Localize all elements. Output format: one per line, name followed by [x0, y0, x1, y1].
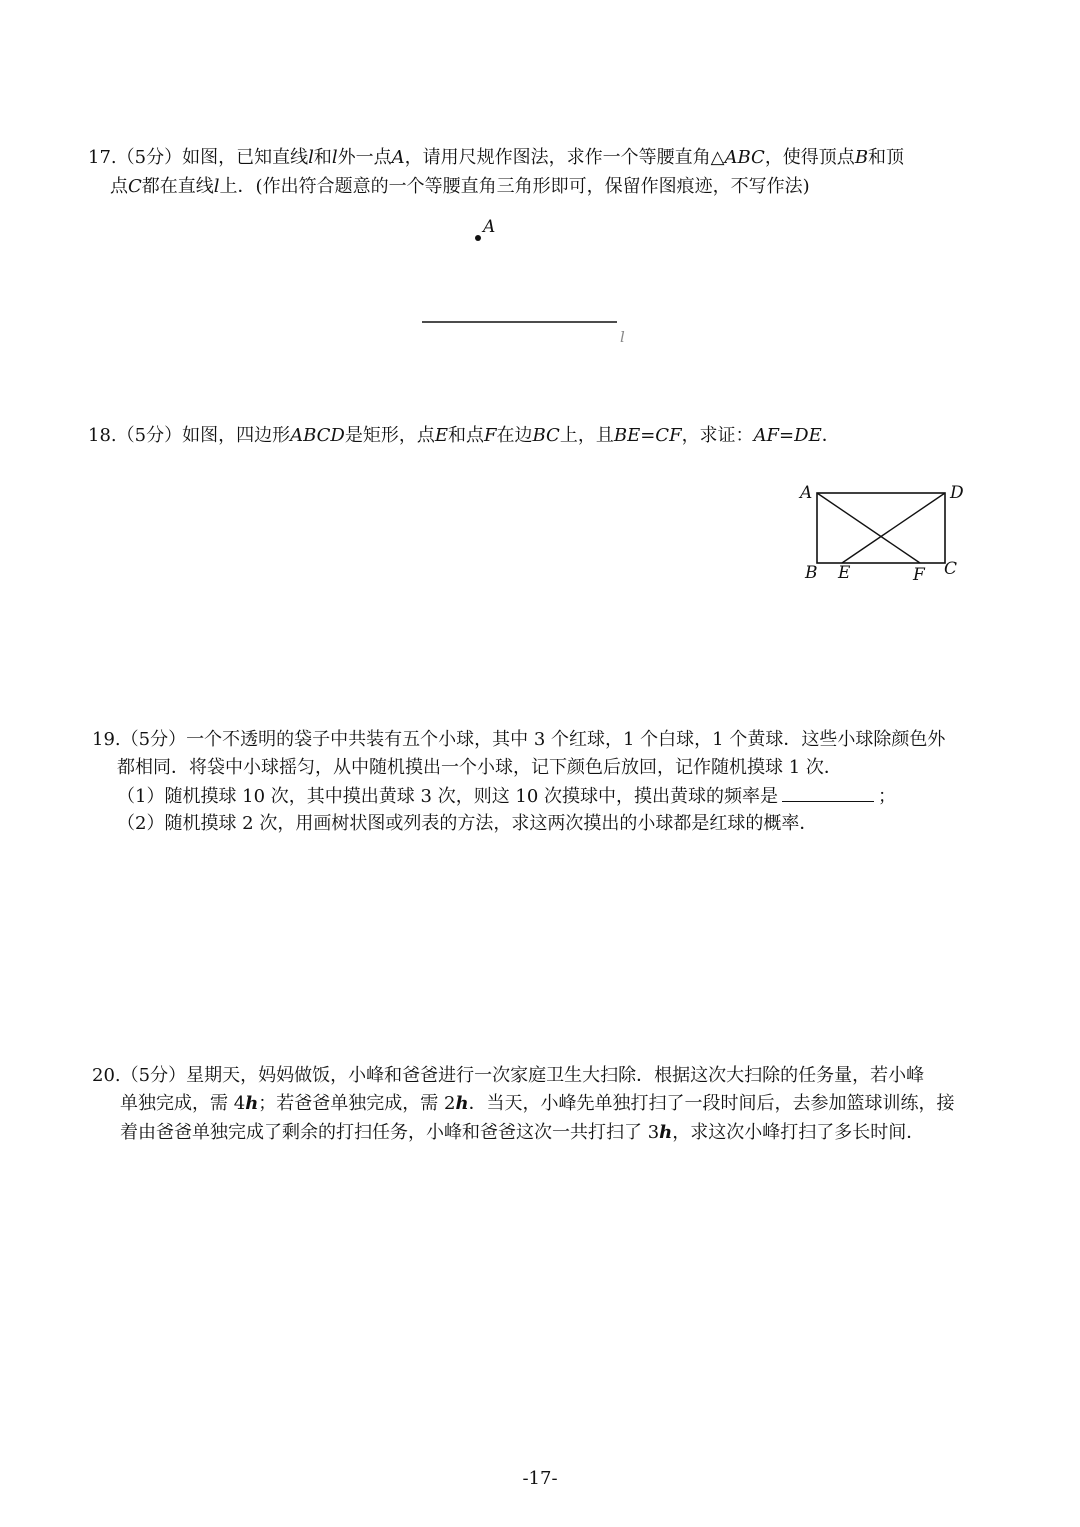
q18-line-1: 18.（5分）如图，四边形ABCD是矩形，点E和点F在边BC上，且BE=CF，求证：AF=DE． [88, 425, 840, 446]
q17-line-2: 点C都在直线l上．(作出符合题意的一个等腰直角三角形即可，保留作图痕迹，不写作法) [110, 176, 810, 197]
q18-label-b: B [805, 563, 818, 583]
q18-label-e: E [838, 563, 851, 583]
q18-label-d: D [950, 483, 964, 503]
q19-score: （5分） [120, 729, 187, 750]
page-number: -17- [522, 1468, 558, 1489]
q19-answer-blank[interactable] [782, 783, 874, 802]
q18-figure [0, 0, 1080, 600]
q18-label-f: F [913, 565, 925, 585]
q18-rectangle [817, 493, 945, 563]
q18-label-a: A [800, 483, 813, 503]
q19-number: 19. [92, 729, 121, 750]
q20-line-3: 着由爸爸单独完成了剩余的打扫任务，小峰和爸爸这次一共打扫了 3h，求这次小峰打扫了多长时间． [120, 1122, 925, 1143]
q20-score: （5分） [120, 1065, 187, 1086]
q18-number: 18. [88, 425, 117, 446]
q17-number: 17. [88, 147, 117, 168]
q19-line-1: 19.（5分）一个不透明的袋子中共装有五个小球，其中 3 个红球，1 个白球，1 个黄球．这些小球除颜色外 [92, 729, 946, 750]
q19-part-2: （2）随机摸球 2 次，用画树状图或列表的方法，求这两次摸出的小球都是红球的概率． [117, 813, 818, 834]
q20-line-2: 单独完成，需 4h；若爸爸单独完成，需 2h．当天，小峰先单独打扫了一段时间后，去参加篮球训练，接 [120, 1093, 955, 1114]
q18-label-c: C [944, 559, 958, 579]
q17-score: （5分） [116, 147, 183, 168]
q17-line-1: 17.（5分）如图，已知直线l和l外一点A，请用尺规作图法，求作一个等腰直角△ABC，使得顶点B和顶 [88, 147, 905, 168]
q18-score: （5分） [116, 425, 183, 446]
q17-line-l-label: l [620, 328, 625, 346]
q19-line-2: 都相同．将袋中小球摇匀，从中随机摸出一个小球，记下颜色后放回，记作随机摸球 1 次． [117, 757, 842, 778]
q18-segment-af [817, 493, 920, 563]
q20-line-1: 20.（5分）星期天，妈妈做饭，小峰和爸爸进行一次家庭卫生大扫除．根据这次大扫除的任务量，若小峰 [92, 1065, 925, 1086]
q20-number: 20. [92, 1065, 121, 1086]
q17-point-a-label: A [483, 217, 496, 237]
q18-segment-de [842, 493, 945, 563]
q19-part-1: （1）随机摸球 10 次，其中摸出黄球 3 次，则这 10 次摸球中，摸出黄球的频率是 ； [117, 783, 896, 810]
